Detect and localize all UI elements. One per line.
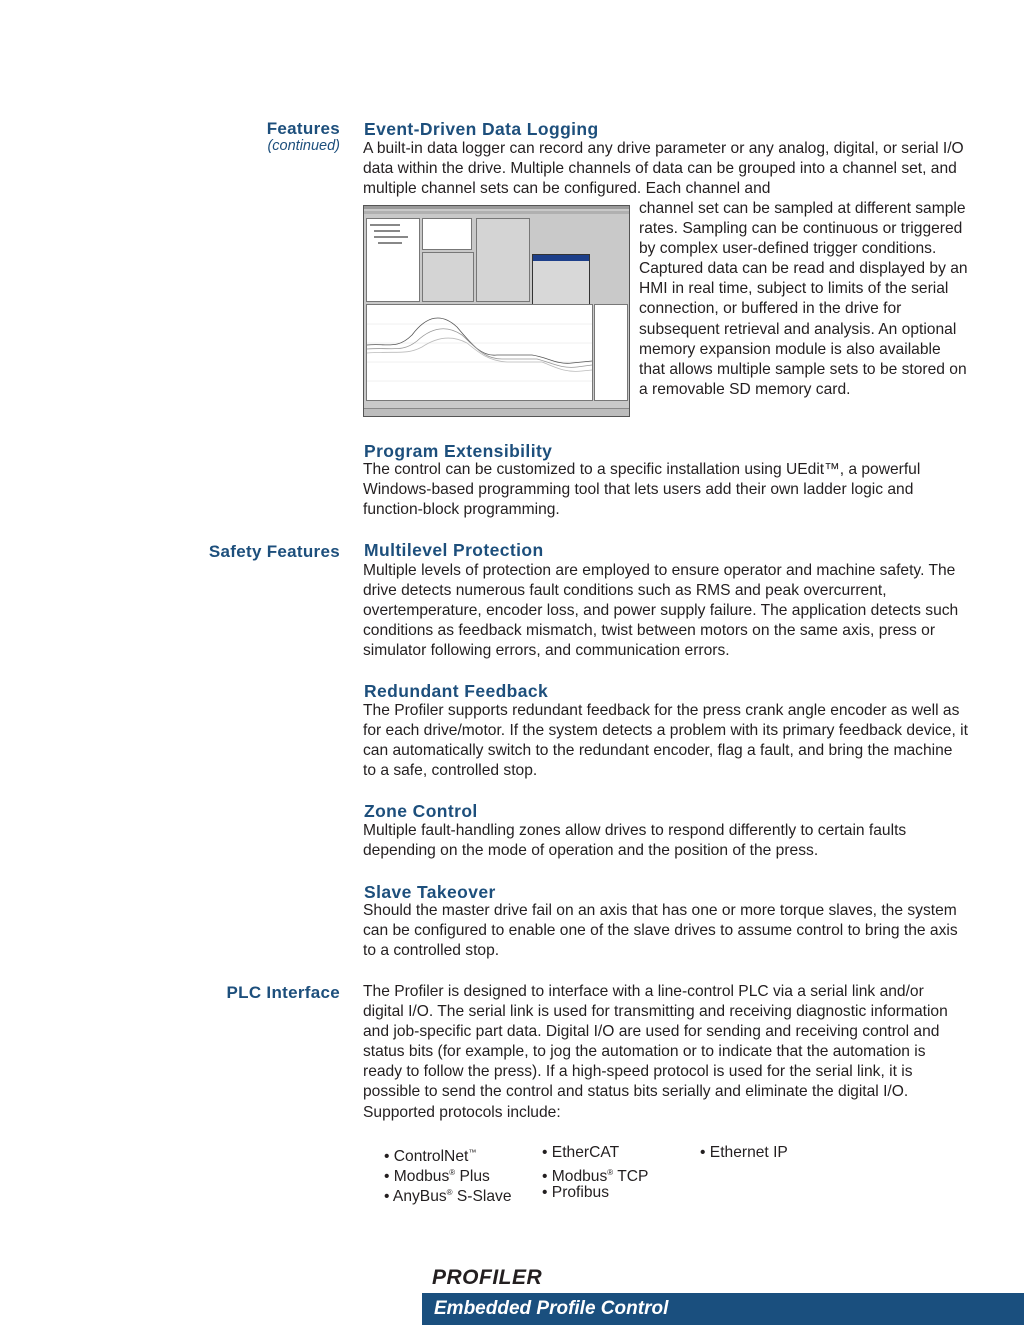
screenshot-plot	[366, 304, 593, 401]
screenshot-plot-curves	[367, 305, 592, 400]
logging-heading: Event-Driven Data Logging	[364, 119, 599, 139]
screenshot-options-pane	[476, 218, 530, 302]
slave-text: Should the master drive fail on an axis that has one or more torque slaves, the system can be configured to enable one of the slave drives to assume control to bring the axis to a controlled stop.	[363, 902, 958, 960]
protocol-item: • Profibus	[542, 1184, 609, 1201]
plc-text: The Profiler is designed to interface with a line-control PLC via a serial link and/or digital I/O. The serial link is used for transmitting and receiving diagnostic information and job-specific part data. Digital I/O are used for sending and receiving control and status bits (for example, to jog the automation or to indicate that the automation is ready to follow the press). If a high-speed protocol is used for the serial link, it is possible to send the control and status bits serially and eliminate the digital I/O. Supported protocols include:	[363, 983, 948, 1121]
brand-name: PROFILER	[432, 1266, 543, 1289]
slave-heading: Slave Takeover	[364, 882, 496, 902]
logging-text-side: channel set can be sampled at different sample rates. Sampling can be continuous or triggered by complex user-defined trigger conditions. Captured data can be read and displayed by an HMI in real time, subject to limits of the serial connection, or buffered in the drive for subsequent retrieval and analysis. An optional memory expansion module is also available that allows multiple sample sets to be stored on a removable SD memory card.	[639, 200, 968, 398]
zone-heading: Zone Control	[364, 801, 478, 821]
protocol-item: • EtherCAT	[542, 1144, 620, 1161]
protection-text: Multiple levels of protection are employed to ensure operator and machine safety. The drive detects numerous fault conditions such as RMS and peak overcurrent, overtemperature, encoder loss, and power supply failure. The application detects such conditions as feedback mismatch, twist between motors on the same axis, press or simulator following errors, and communication errors.	[363, 562, 959, 660]
extensibility-heading: Program Extensibility	[364, 441, 553, 461]
footer-band	[422, 1293, 1024, 1325]
protocol-item: • ControlNet™	[384, 1148, 477, 1165]
footer-tagline: Embedded Profile Control	[434, 1298, 669, 1319]
sidebar-features-continued: (continued)	[267, 138, 340, 154]
protocol-item: • Modbus® Plus	[384, 1168, 490, 1185]
sidebar-features-label: Features	[266, 119, 340, 138]
protocol-item: • Ethernet IP	[700, 1144, 788, 1161]
screenshot-taskbar	[364, 408, 629, 416]
data-logger-screenshot	[363, 205, 630, 417]
screenshot-settings-pane	[422, 252, 474, 302]
screenshot-titlebar	[364, 206, 629, 209]
screenshot-channel-list	[422, 218, 472, 250]
screenshot-menubar	[364, 211, 629, 214]
logging-text-top: A built-in data logger can record any drive parameter or any analog, digital, or serial I/O data within the drive. Multiple channels of data can be grouped into a channel set, and multiple channel sets can be configured. Each channel and	[363, 140, 964, 198]
protocol-item: • AnyBus® S-Slave	[384, 1188, 512, 1205]
protection-heading: Multilevel Protection	[364, 540, 544, 560]
extensibility-text: The control can be customized to a specific installation using UEdit™, a powerful Windows-based programming tool that lets users add their own ladder logic and function-block programming.	[363, 461, 921, 519]
sidebar-safety-label: Safety Features	[208, 542, 340, 561]
redundant-text: The Profiler supports redundant feedback for the press crank angle encoder as well as for each drive/motor. If the system detects a problem with its primary feedback device, it can automatically switch to the redundant encoder, flag a fault, and bring the machine to a safe, controlled stop.	[363, 702, 968, 780]
screenshot-plot-legend	[594, 304, 628, 401]
sidebar-plc-label: PLC Interface	[226, 983, 340, 1002]
zone-text: Multiple fault-handling zones allow drives to respond differently to certain faults depending on the mode of operation and the position of the press.	[363, 822, 907, 860]
redundant-heading: Redundant Feedback	[364, 681, 549, 701]
protocol-item: • Modbus® TCP	[542, 1168, 649, 1185]
